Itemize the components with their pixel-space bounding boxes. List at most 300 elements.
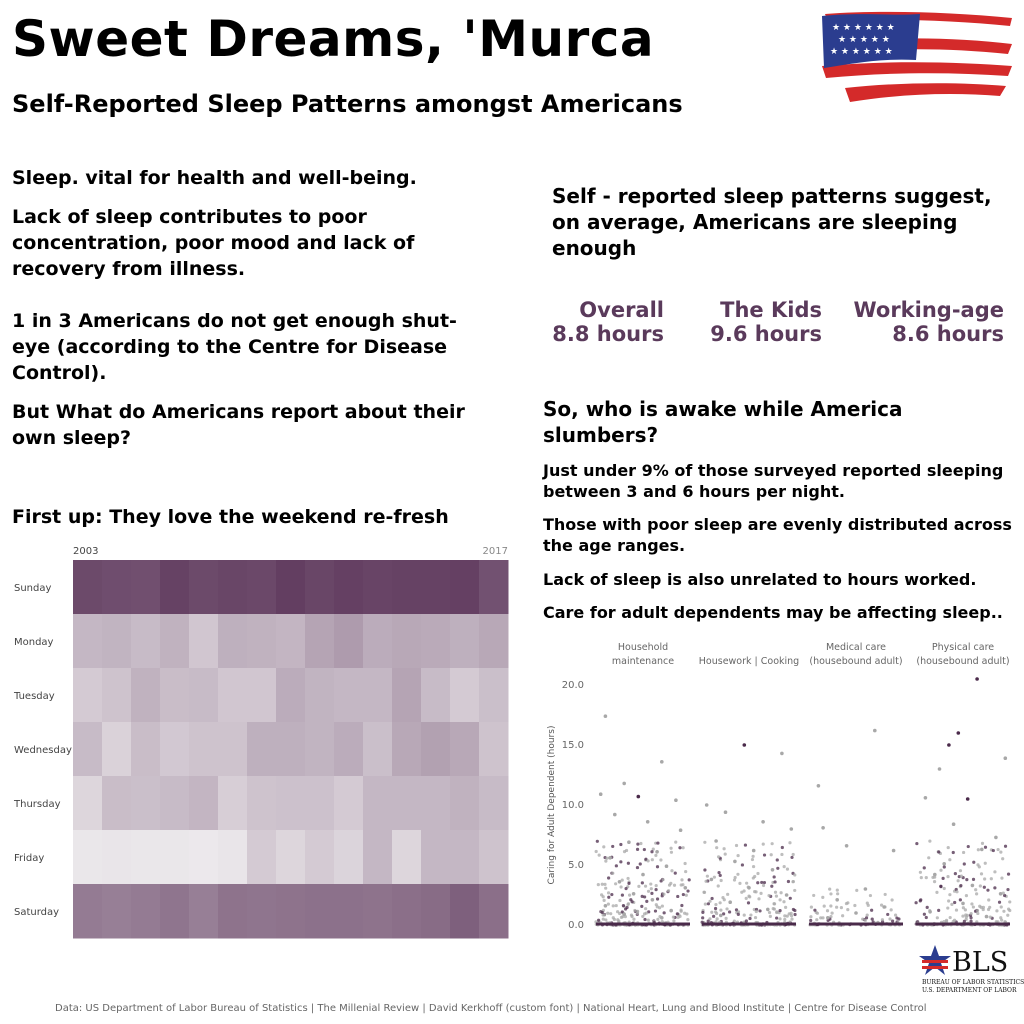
scatter-point-dense <box>633 909 636 912</box>
scatter-point-dense <box>760 881 763 884</box>
heatmap-cell <box>218 884 248 939</box>
heatmap-row-label: Wednesday <box>14 745 72 756</box>
scatter-point-dense <box>767 894 770 897</box>
scatter-point <box>604 904 608 908</box>
heatmap-cell <box>102 830 132 885</box>
heatmap-cell <box>189 722 219 777</box>
heatmap-cell <box>73 776 103 831</box>
heatmap-cell <box>218 668 248 723</box>
scatter-point-dense <box>815 918 818 921</box>
scatter-point <box>613 813 617 817</box>
scatter-point <box>771 868 775 872</box>
scatter-point-dense <box>984 846 987 849</box>
scatter-point-dense <box>637 885 640 888</box>
scatter-point-dense <box>703 868 706 871</box>
scatter-point-dense <box>603 883 606 886</box>
scatter-point-dense <box>768 911 771 914</box>
scatter-point-dense <box>639 862 642 865</box>
heatmap-cell <box>276 830 306 885</box>
scatter-point-dense <box>601 913 604 916</box>
scatter-point-dense <box>974 888 977 891</box>
scatter-point-dense <box>969 916 972 919</box>
scatter-point-dense <box>937 850 940 853</box>
scatter-point-dense <box>619 860 622 863</box>
heatmap-cell <box>247 776 277 831</box>
scatter-point-dense <box>712 915 715 918</box>
heatmap-cell <box>131 668 161 723</box>
scatter-point-dense <box>888 917 891 920</box>
scatter-point-dense <box>981 842 984 845</box>
scatter-point <box>665 864 669 868</box>
heatmap-cell <box>392 560 422 615</box>
scatter-point-dense <box>678 846 681 849</box>
scatter-point-dense <box>962 851 965 854</box>
scatter-zero-band <box>916 923 1010 926</box>
scatter-point-dense <box>959 898 962 901</box>
scatter-point <box>637 795 641 799</box>
scatter-point-dense <box>835 906 838 909</box>
scatter-point <box>622 782 626 786</box>
heatmap-cell <box>363 830 393 885</box>
scatter-point-dense <box>963 920 966 923</box>
scatter-point <box>994 836 998 840</box>
scatter-y-tick-label: 15.0 <box>561 740 584 751</box>
heatmap-row-label: Thursday <box>14 799 61 810</box>
scatter-point-dense <box>630 915 633 918</box>
scatter-point <box>826 916 830 920</box>
scatter-point-dense <box>841 914 844 917</box>
scatter-point-dense <box>992 849 995 852</box>
heatmap-cell <box>479 668 509 723</box>
scatter-point-dense <box>780 853 783 856</box>
heatmap-cell <box>218 560 248 615</box>
scatter-point-dense <box>964 908 967 911</box>
scatter-point-dense <box>776 858 779 861</box>
scatter-point-dense <box>704 902 707 905</box>
scatter-point-dense <box>771 842 774 845</box>
scatter-point-dense <box>737 913 740 916</box>
scatter-point-dense <box>607 876 610 879</box>
scatter-point-dense <box>783 918 786 921</box>
scatter-point-dense <box>654 888 657 891</box>
scatter-point-dense <box>942 877 945 880</box>
scatter-point-dense <box>656 841 659 844</box>
heatmap-cell <box>392 614 422 669</box>
heatmap-cell <box>450 614 480 669</box>
scatter-point <box>651 898 655 902</box>
scatter-point-dense <box>790 856 793 859</box>
scatter-point-dense <box>747 901 750 904</box>
heatmap-cell <box>363 884 393 939</box>
scatter-point <box>684 886 688 890</box>
scatter-point-dense <box>613 918 616 921</box>
scatter-point-dense <box>757 897 760 900</box>
scatter-point-dense <box>661 904 664 907</box>
scatter-point-dense <box>935 891 938 894</box>
scatter-point-dense <box>717 884 720 887</box>
scatter-point-dense <box>656 897 659 900</box>
heatmap-row-label: Sunday <box>14 583 52 594</box>
scatter-point-dense <box>715 846 718 849</box>
awake-paragraph-4: Care for adult dependents may be affecting sleep.. <box>543 603 1003 622</box>
heatmap-cell <box>131 776 161 831</box>
scatter-point-dense <box>684 870 687 873</box>
scatter-point-dense <box>998 901 1001 904</box>
heatmap-cell <box>334 614 364 669</box>
scatter-point-dense <box>775 911 778 914</box>
scatter-point-dense <box>919 871 922 874</box>
scatter-point-dense <box>871 918 874 921</box>
scatter-point-dense <box>717 855 720 858</box>
scatter-point-dense <box>773 875 776 878</box>
scatter-point-dense <box>870 909 873 912</box>
heatmap-cell <box>305 668 335 723</box>
heatmap-cell <box>102 776 132 831</box>
footer-sources: Data: US Department of Labor Bureau of Statistics | The Millenial Review | David Kerkhoff (custom font) | National Heart, Lung and Blood Institute | Centre for Disease Control <box>55 1003 927 1014</box>
scatter-point-dense <box>706 875 709 878</box>
scatter-point-dense <box>950 903 953 906</box>
heatmap-cell <box>450 668 480 723</box>
scatter-point-dense <box>812 894 815 897</box>
scatter-point-dense <box>632 918 635 921</box>
scatter-point-dense <box>618 899 621 902</box>
scatter-point-dense <box>620 916 623 919</box>
scatter-point-dense <box>644 907 647 910</box>
scatter-point-dense <box>828 888 831 891</box>
scatter-point-dense <box>890 908 893 911</box>
scatter-point-dense <box>792 853 795 856</box>
scatter-point-dense <box>611 872 614 875</box>
scatter-point-dense <box>925 876 928 879</box>
stat-label: The Kids <box>720 298 822 322</box>
scatter-point-dense <box>682 893 685 896</box>
scatter-point-dense <box>756 872 759 875</box>
scatter-point <box>679 828 683 832</box>
scatter-point-dense <box>754 916 757 919</box>
scatter-point-dense <box>686 918 689 921</box>
scatter-point-dense <box>891 919 894 922</box>
scatter-point-dense <box>1007 908 1010 911</box>
scatter-point-dense <box>762 843 765 846</box>
scatter-point <box>719 914 723 918</box>
scatter-point-dense <box>990 877 993 880</box>
scatter-point-dense <box>758 909 761 912</box>
scatter-point-dense <box>650 892 653 895</box>
scatter-point-dense <box>999 851 1002 854</box>
scatter-point-dense <box>993 870 996 873</box>
scatter-point-dense <box>793 873 796 876</box>
flag-stripe <box>845 83 1006 102</box>
heatmap-cell <box>247 884 277 939</box>
scatter-point-dense <box>955 908 958 911</box>
scatter-panel-header-line2: (housebound adult) <box>916 656 1010 667</box>
scatter-point-dense <box>751 858 754 861</box>
scatter-point-dense <box>740 891 743 894</box>
heatmap-cell <box>450 884 480 939</box>
heatmap-cell <box>421 884 451 939</box>
scatter-point <box>1004 756 1008 760</box>
awake-paragraph-2: Those with poor sleep are evenly distributed across the age ranges. <box>543 515 1012 555</box>
stat-working-age <box>842 298 1004 346</box>
bls-logo-text: BLS <box>952 947 1009 978</box>
stat-kids <box>702 298 822 346</box>
scatter-point-dense <box>823 905 826 908</box>
scatter-zero-band <box>596 923 690 926</box>
heatmap-cell <box>392 884 422 939</box>
scatter-point <box>632 892 636 896</box>
scatter-point-dense <box>611 845 614 848</box>
scatter-point <box>985 915 989 919</box>
scatter-point-dense <box>674 872 677 875</box>
scatter-point-dense <box>960 874 963 877</box>
scatter-point-dense <box>792 908 795 911</box>
scatter-point-dense <box>716 917 719 920</box>
scatter-point-dense <box>607 903 610 906</box>
scatter-point-dense <box>855 889 858 892</box>
scatter-y-tick-label: 0.0 <box>568 920 584 931</box>
scatter-point-dense <box>840 906 843 909</box>
scatter-point-dense <box>680 904 683 907</box>
scatter-point <box>821 826 825 830</box>
scatter-point-dense <box>683 912 686 915</box>
heatmap-cell <box>305 722 335 777</box>
scatter-point-dense <box>641 881 644 884</box>
scatter-point-dense <box>965 915 968 918</box>
scatter-point-dense <box>597 883 600 886</box>
scatter-point-dense <box>601 883 604 886</box>
scatter-point-dense <box>615 864 618 867</box>
scatter-point-dense <box>886 913 889 916</box>
scatter-point-dense <box>719 874 722 877</box>
scatter-point-dense <box>643 918 646 921</box>
scatter-point <box>761 820 765 824</box>
scatter-point-dense <box>787 880 790 883</box>
scatter-point-dense <box>953 901 956 904</box>
heatmap-cell <box>363 776 393 831</box>
scatter-point-dense <box>831 912 834 915</box>
scatter-point-dense <box>980 872 983 875</box>
heatmap-cell <box>334 722 364 777</box>
scatter-point-dense <box>778 909 781 912</box>
scatter-point-dense <box>641 915 644 918</box>
scatter-point-dense <box>931 876 934 879</box>
scatter-point-dense <box>669 882 672 885</box>
scatter-point-dense <box>752 865 755 868</box>
scatter-point-dense <box>952 851 955 854</box>
scatter-point-dense <box>782 900 785 903</box>
heatmap-cell <box>421 722 451 777</box>
heatmap-cell <box>276 884 306 939</box>
scatter-point-dense <box>774 891 777 894</box>
scatter-zero-band <box>702 923 796 926</box>
scatter-point <box>817 784 821 788</box>
scatter-point <box>835 898 839 902</box>
scatter-point-dense <box>1002 910 1005 913</box>
scatter-point-dense <box>792 880 795 883</box>
scatter-point-dense <box>946 906 949 909</box>
scatter-point-dense <box>788 841 791 844</box>
scatter-point-dense <box>775 895 778 898</box>
scatter-point <box>882 905 886 909</box>
scatter-point <box>938 767 942 771</box>
scatter-point-dense <box>939 885 942 888</box>
scatter-point-dense <box>789 897 792 900</box>
scatter-point-dense <box>1001 857 1004 860</box>
scatter-point <box>743 743 747 747</box>
scatter-point-dense <box>677 916 680 919</box>
scatter-point-dense <box>763 881 766 884</box>
scatter-point-dense <box>786 867 789 870</box>
heatmap-chart <box>0 535 520 945</box>
scatter-point-dense <box>733 878 736 881</box>
scatter-point-dense <box>881 918 884 921</box>
heatmap-cell <box>189 776 219 831</box>
scatter-point-dense <box>663 911 666 914</box>
heatmap-cell <box>334 668 364 723</box>
scatter-point-dense <box>975 892 978 895</box>
scatter-point-dense <box>735 844 738 847</box>
heatmap-cell <box>189 668 219 723</box>
scatter-chart <box>540 630 1024 935</box>
scatter-point-dense <box>861 917 864 920</box>
scatter-panel-header-line2: maintenance <box>611 656 675 667</box>
summary-heading: Self - reported sleep patterns suggest, on average, Americans are sleeping enough <box>552 184 992 260</box>
bls-star-icon <box>918 943 952 977</box>
stat-overall <box>552 298 664 346</box>
heatmap-x-start-label: 2003 <box>73 546 99 557</box>
scatter-point <box>845 844 849 848</box>
stat-label: Overall <box>579 298 664 322</box>
heatmap-cell <box>73 668 103 723</box>
scatter-point-dense <box>781 846 784 849</box>
scatter-point-dense <box>790 918 793 921</box>
scatter-point-dense <box>627 882 630 885</box>
heatmap-cell <box>189 884 219 939</box>
heatmap-cell <box>305 560 335 615</box>
scatter-point-dense <box>949 916 952 919</box>
scatter-point <box>947 743 951 747</box>
scatter-point <box>957 731 961 735</box>
scatter-panel-header: Medical care <box>825 642 887 653</box>
scatter-point-dense <box>604 918 607 921</box>
heatmap-cell <box>450 776 480 831</box>
scatter-point <box>655 850 659 854</box>
scatter-point-dense <box>602 845 605 848</box>
scatter-point-dense <box>745 882 748 885</box>
scatter-point-dense <box>749 913 752 916</box>
scatter-point-dense <box>965 878 968 881</box>
scatter-point <box>971 884 975 888</box>
scatter-point-dense <box>624 887 627 890</box>
scatter-point-dense <box>741 863 744 866</box>
scatter-point-dense <box>612 904 615 907</box>
heatmap-cell <box>421 560 451 615</box>
heatmap-row-label: Tuesday <box>14 691 55 702</box>
scatter-point-dense <box>866 913 869 916</box>
scatter-point <box>669 909 673 913</box>
heatmap-row-label: Friday <box>14 853 45 864</box>
scatter-point-dense <box>775 916 778 919</box>
scatter-point-dense <box>972 861 975 864</box>
heatmap-cell <box>102 668 132 723</box>
scatter-point-dense <box>604 859 607 862</box>
scatter-point-dense <box>684 862 687 865</box>
scatter-point-dense <box>676 912 679 915</box>
scatter-point-dense <box>993 886 996 889</box>
heatmap-row-label: Monday <box>14 637 54 648</box>
scatter-point-dense <box>680 878 683 881</box>
scatter-point-dense <box>826 909 829 912</box>
scatter-point-dense <box>773 902 776 905</box>
scatter-point <box>660 916 664 920</box>
scatter-point-dense <box>645 900 648 903</box>
scatter-point <box>785 893 789 897</box>
scatter-point-dense <box>756 881 759 884</box>
heatmap-cell <box>102 884 132 939</box>
scatter-point-dense <box>927 856 930 859</box>
scatter-point-dense <box>984 862 987 865</box>
heatmap-cell <box>276 560 306 615</box>
scatter-point-dense <box>738 882 741 885</box>
scatter-point-dense <box>836 892 839 895</box>
scatter-point <box>966 797 970 801</box>
scatter-point-dense <box>894 914 897 917</box>
scatter-point <box>924 796 928 800</box>
scatter-point-dense <box>726 893 729 896</box>
heatmap-cell <box>189 560 219 615</box>
scatter-point-dense <box>890 898 893 901</box>
scatter-point-dense <box>725 917 728 920</box>
intro-paragraph-1: Sleep. vital for health and well-being. <box>12 167 417 189</box>
scatter-panel-header: Physical care <box>931 642 995 653</box>
scatter-point <box>627 840 631 844</box>
scatter-point-dense <box>784 906 787 909</box>
heatmap-cell <box>247 722 277 777</box>
scatter-point-dense <box>725 907 728 910</box>
scatter-point-dense <box>650 850 653 853</box>
scatter-point <box>780 752 784 756</box>
scatter-point-dense <box>946 875 949 878</box>
scatter-point-dense <box>624 907 627 910</box>
scatter-point-dense <box>853 904 856 907</box>
scatter-point-dense <box>776 867 779 870</box>
scatter-point-dense <box>643 895 646 898</box>
heatmap-cell <box>73 884 103 939</box>
heatmap-cell <box>160 722 190 777</box>
scatter-point-dense <box>957 879 960 882</box>
scatter-point-dense <box>846 908 849 911</box>
heatmap-cell <box>131 884 161 939</box>
scatter-point <box>608 856 612 860</box>
scatter-point <box>854 911 858 915</box>
scatter-point-dense <box>978 905 981 908</box>
stat-value: 8.6 hours <box>892 322 1004 346</box>
heatmap-cell <box>218 614 248 669</box>
scatter-point-dense <box>928 840 931 843</box>
heatmap-cell <box>363 560 393 615</box>
scatter-point-dense <box>959 884 962 887</box>
scatter-point-dense <box>649 882 652 885</box>
scatter-point-dense <box>809 919 812 922</box>
scatter-point-dense <box>948 893 951 896</box>
scatter-point-dense <box>719 908 722 911</box>
scatter-point-dense <box>979 884 982 887</box>
scatter-point-dense <box>659 858 662 861</box>
scatter-point-dense <box>793 913 796 916</box>
scatter-point-dense <box>656 865 659 868</box>
scatter-point-dense <box>970 912 973 915</box>
scatter-point-dense <box>656 918 659 921</box>
